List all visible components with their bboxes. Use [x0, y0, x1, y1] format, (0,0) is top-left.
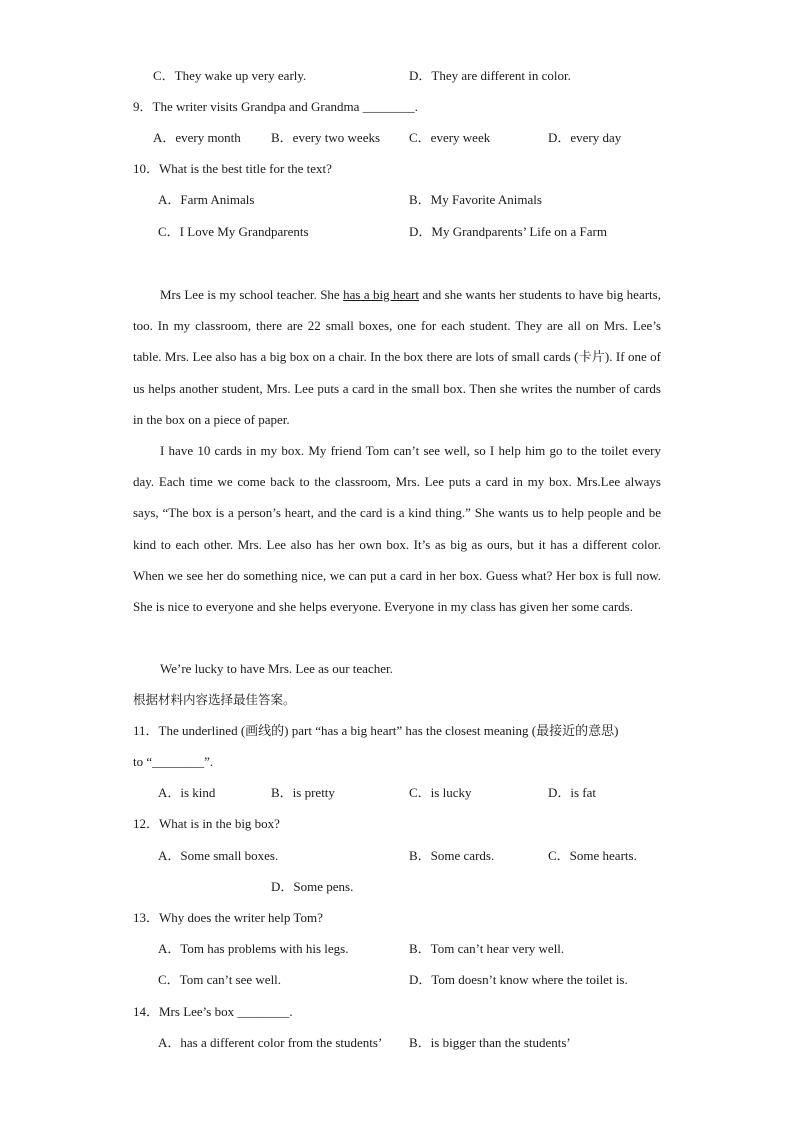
question-12-stem: 12．What is in the big box? [133, 816, 280, 831]
question-11-stem-line2: to “________”. [133, 754, 214, 769]
q9-option-a[interactable]: A．every month [153, 130, 241, 145]
instruction-text: 根据材料内容选择最佳答案。 [133, 692, 296, 707]
q14-option-b[interactable]: B．is bigger than the students’ [409, 1035, 571, 1050]
q11-option-a[interactable]: A．is kind [158, 785, 216, 800]
q9-option-c[interactable]: C．every week [409, 130, 491, 145]
passage-p3-text: We’re lucky to have Mrs. Lee as our teacher. [160, 661, 393, 676]
passage-paragraph-3 [133, 653, 661, 684]
q12-option-c[interactable]: C．Some hearts. [548, 848, 637, 863]
q12-option-b[interactable]: B．Some cards. [409, 848, 495, 863]
q10-option-c[interactable]: C．I Love My Grandparents [158, 224, 309, 239]
passage-p1-after: and she wants her students to have big hearts, too. In my classroom, there are 22 small boxes, one for each student. They are all on Mrs. Lee’s table. Mrs. Lee also has a big box on a chair. In the box there are lots of small cards (卡片). If one of us helps another student, Mrs. Lee puts a card in the small box. Then she writes the number of cards in the box on a piece of paper. [133, 287, 661, 427]
q8-option-d[interactable]: D．They are different in color. [409, 68, 571, 83]
q9-option-b[interactable]: B．every two weeks [271, 130, 381, 145]
q10-option-a[interactable]: A．Farm Animals [158, 192, 255, 207]
passage-paragraph-1 [133, 279, 661, 435]
q13-option-b[interactable]: B．Tom can’t hear very well. [409, 941, 565, 956]
q14-option-a[interactable]: A．has a different color from the students’ [158, 1035, 383, 1050]
q10-option-d[interactable]: D．My Grandparents’ Life on a Farm [409, 224, 607, 239]
question-9-stem: 9．The writer visits Grandpa and Grandma ________. [133, 99, 418, 114]
passage-p2-text: I have 10 cards in my box. My friend Tom can’t see well, so I help him go to the toilet every day. Each time we come back to the classroom, Mrs. Lee puts a card in my box. Mrs.Lee always says, “The box is a person’s heart, and the card is a kind thing.” She wants us to help people and be kind to each other. Mrs. Lee also has her own box. It’s as big as ours, but it has a different color. When we see her do something nice, we can put a card in her box. Guess what? Her box is full now. She is nice to everyone and she helps everyone. Everyone in my class has given her some cards. [133, 443, 661, 615]
q8-option-c[interactable]: C．They wake up very early. [153, 68, 307, 83]
q13-option-c[interactable]: C．Tom can’t see well. [158, 972, 282, 987]
question-11-stem-line1: 11．The underlined (画线的) part “has a big heart” has the closest meaning (最接近的意思) [133, 723, 619, 738]
q13-option-d[interactable]: D．Tom doesn’t know where the toilet is. [409, 972, 628, 987]
passage-p1-before: Mrs Lee is my school teacher. She [160, 287, 344, 302]
question-14-stem: 14．Mrs Lee’s box ________. [133, 1004, 293, 1019]
q10-option-b[interactable]: B．My Favorite Animals [409, 192, 542, 207]
q11-option-d[interactable]: D．is fat [548, 785, 597, 800]
q11-option-b[interactable]: B．is pretty [271, 785, 335, 800]
underlined-phrase: has a big heart [343, 287, 420, 302]
q13-option-a[interactable]: A．Tom has problems with his legs. [158, 941, 349, 956]
q9-option-d[interactable]: D．every day [548, 130, 622, 145]
passage-paragraph-2 [133, 435, 661, 622]
q12-option-d[interactable]: D．Some pens. [271, 879, 354, 894]
q11-option-c[interactable]: C．is lucky [409, 785, 472, 800]
q12-option-a[interactable]: A．Some small boxes. [158, 848, 279, 863]
question-13-stem: 13．Why does the writer help Tom? [133, 910, 323, 925]
question-10-stem: 10．What is the best title for the text? [133, 161, 332, 176]
